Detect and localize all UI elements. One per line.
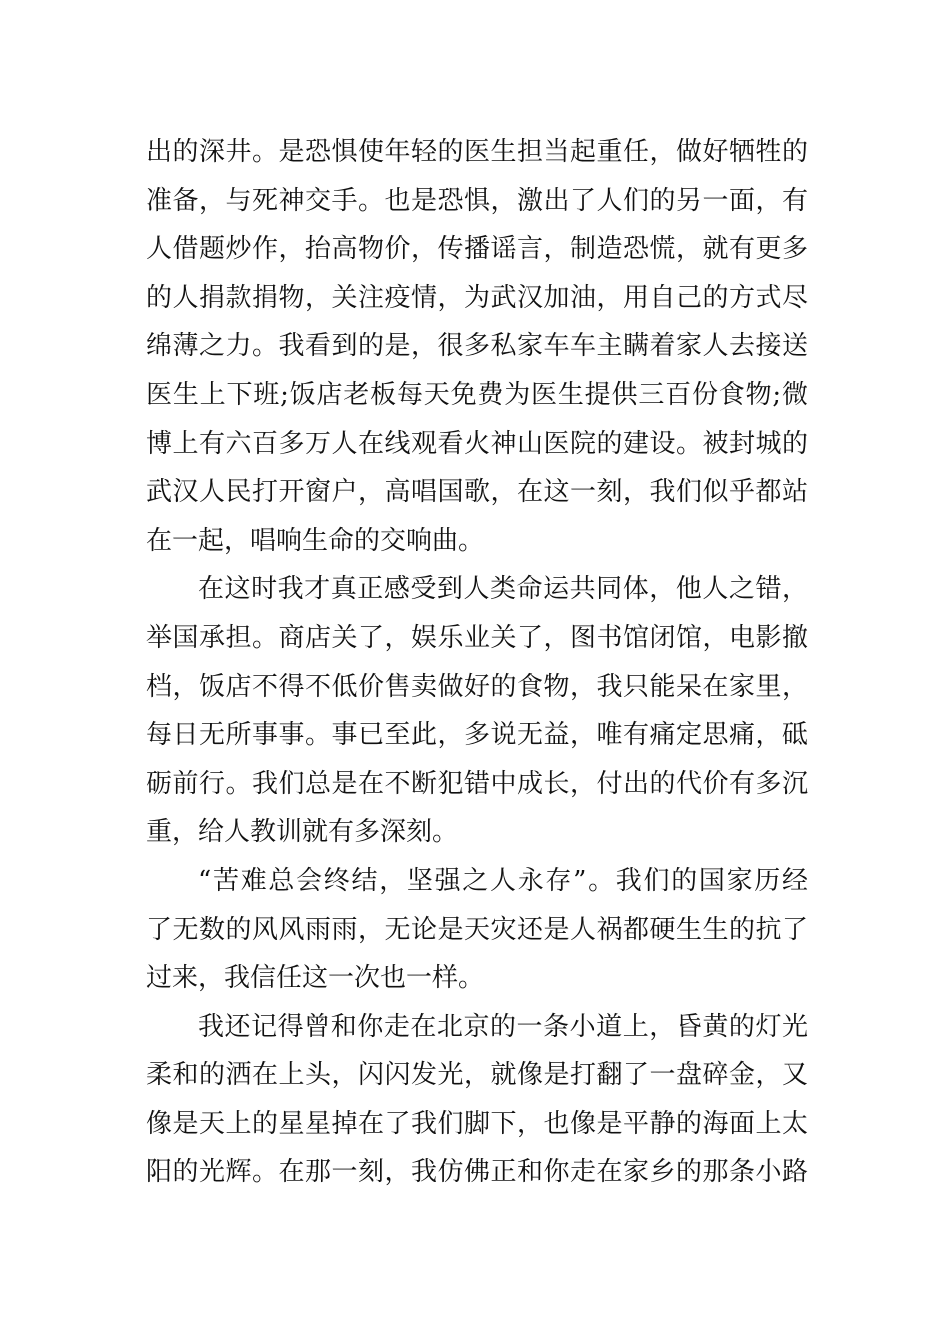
- text-line: 重，给人教训就有多深刻。: [146, 817, 459, 848]
- text-line: 柔和的洒在上头，闪闪发光，就像是打翻了一盘碎金，又: [146, 1060, 808, 1091]
- text-line: 每日无所事事。事已至此，多说无益，唯有痛定思痛，砥: [146, 720, 808, 751]
- text-line: 在一起，唱响生命的交响曲。: [146, 525, 485, 556]
- text-line: 我还记得曾和你走在北京的一条小道上，昏黄的灯光: [198, 1011, 808, 1042]
- text-line: 绵薄之力。我看到的是，很多私家车车主瞒着家人去接送: [146, 331, 808, 362]
- text-line: 过来，我信任这一次也一样。: [146, 963, 485, 994]
- document-body: [146, 128, 808, 1197]
- text-line: 医生上下班;饭店老板每天免费为医生提供三百份食物;微: [146, 379, 808, 410]
- text-line: 阳的光辉。在那一刻，我仿佛正和你走在家乡的那条小路: [146, 1157, 808, 1188]
- text-line: 像是天上的星星掉在了我们脚下，也像是平静的海面上太: [146, 1108, 808, 1139]
- text-line: “苦难总会终结，坚强之人永存”。我们的国家历经: [198, 865, 808, 896]
- text-line: 砺前行。我们总是在不断犯错中成长，付出的代价有多沉: [146, 768, 808, 799]
- text-line: 武汉人民打开窗户，高唱国歌，在这一刻，我们似乎都站: [146, 477, 808, 508]
- text-line: 准备，与死神交手。也是恐惧，激出了人们的另一面，有: [146, 185, 808, 216]
- text-line: 举国承担。商店关了，娱乐业关了，图书馆闭馆，电影撤: [146, 622, 808, 653]
- text-line: 的人捐款捐物，关注疫情，为武汉加油，用自己的方式尽: [146, 282, 808, 313]
- text-line: 博上有六百多万人在线观看火神山医院的建设。被封城的: [146, 428, 808, 459]
- text-line: 在这时我才真正感受到人类命运共同体，他人之错，: [198, 574, 808, 605]
- text-line: 出的深井。是恐惧使年轻的医生担当起重任，做好牺牲的: [146, 137, 808, 167]
- text-line: 了无数的风风雨雨，无论是天灾还是人祸都硬生生的抗了: [146, 914, 808, 945]
- text-line: 档，饭店不得不低价售卖做好的食物，我只能呆在家里，: [146, 671, 808, 702]
- text-line: 人借题炒作，抬高物价，传播谣言，制造恐慌，就有更多: [146, 234, 808, 265]
